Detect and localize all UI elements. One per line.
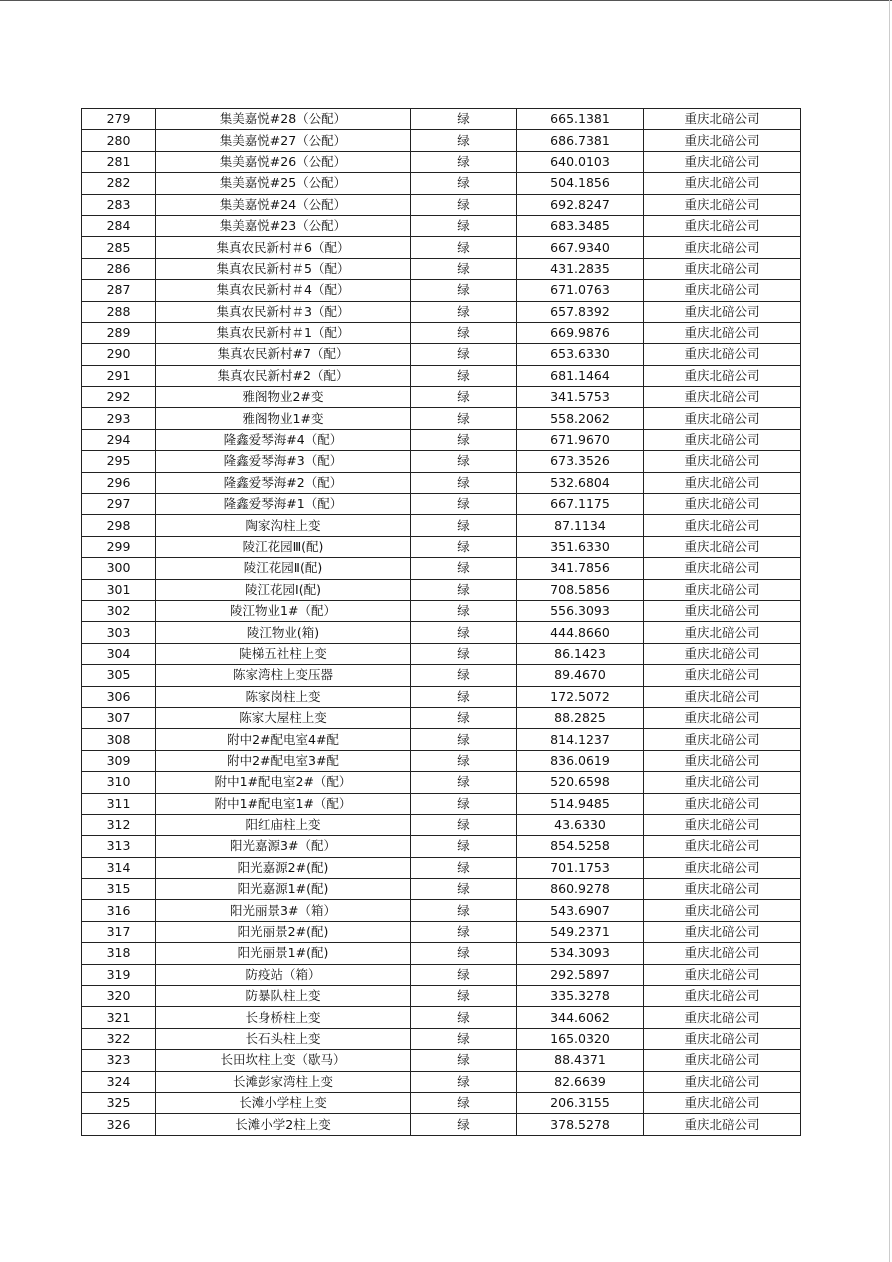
value-cell: 860.9278 [517,879,644,900]
station-name-cell: 集真农民新村＃6（配） [156,237,411,258]
value-cell: 43.6330 [517,814,644,835]
station-name-cell: 长石头柱上变 [156,1028,411,1049]
table-row [82,836,801,857]
value-cell: 686.7381 [517,130,644,151]
table-row [82,857,801,878]
color-label-cell: 绿 [411,579,517,600]
row-number-cell: 306 [82,686,156,707]
value-cell: 667.9340 [517,237,644,258]
station-name-cell: 阳光丽景1#(配) [156,943,411,964]
color-label-cell: 绿 [411,943,517,964]
table-row [82,1050,801,1071]
station-name-cell: 雅阁物业1#变 [156,408,411,429]
color-label-cell: 绿 [411,322,517,343]
station-name-cell: 集真农民新村＃5（配） [156,258,411,279]
station-name-cell: 集美嘉悦#27（公配） [156,130,411,151]
station-name-cell: 集美嘉悦#26（公配） [156,151,411,172]
company-cell: 重庆北碚公司 [644,879,801,900]
value-cell: 671.9670 [517,429,644,450]
company-cell: 重庆北碚公司 [644,814,801,835]
color-label-cell: 绿 [411,921,517,942]
table-row [82,215,801,236]
station-name-cell: 陈家湾柱上变压器 [156,665,411,686]
row-number-cell: 313 [82,836,156,857]
table-row [82,365,801,386]
table-row [82,772,801,793]
station-name-cell: 集真农民新村#7（配） [156,344,411,365]
table-row [82,643,801,664]
value-cell: 708.5856 [517,579,644,600]
table-row [82,301,801,322]
color-label-cell: 绿 [411,151,517,172]
row-number-cell: 324 [82,1071,156,1092]
company-cell: 重庆北碚公司 [644,729,801,750]
station-name-cell: 集真农民新村＃4（配） [156,280,411,301]
table-row [82,1114,801,1135]
table-row [82,515,801,536]
color-label-cell: 绿 [411,622,517,643]
company-cell: 重庆北碚公司 [644,151,801,172]
value-cell: 558.2062 [517,408,644,429]
value-cell: 543.6907 [517,900,644,921]
table-row [82,707,801,728]
value-cell: 172.5072 [517,686,644,707]
station-name-cell: 雅阁物业2#变 [156,387,411,408]
table-row [82,729,801,750]
row-number-cell: 305 [82,665,156,686]
color-label-cell: 绿 [411,472,517,493]
color-label-cell: 绿 [411,1092,517,1113]
value-cell: 341.5753 [517,387,644,408]
color-label-cell: 绿 [411,280,517,301]
company-cell: 重庆北碚公司 [644,215,801,236]
table-row [82,194,801,215]
company-cell: 重庆北碚公司 [644,622,801,643]
company-cell: 重庆北碚公司 [644,408,801,429]
color-label-cell: 绿 [411,387,517,408]
row-number-cell: 315 [82,879,156,900]
value-cell: 669.9876 [517,322,644,343]
station-name-cell: 隆鑫爱琴海#2（配） [156,472,411,493]
table-row [82,900,801,921]
table-row [82,429,801,450]
color-label-cell: 绿 [411,600,517,621]
table-row [82,1007,801,1028]
color-label-cell: 绿 [411,130,517,151]
table-row [82,494,801,515]
station-name-cell: 集真农民新村＃1（配） [156,322,411,343]
value-cell: 335.3278 [517,986,644,1007]
row-number-cell: 293 [82,408,156,429]
station-name-cell: 陵江花园Ⅱ(配) [156,558,411,579]
company-cell: 重庆北碚公司 [644,643,801,664]
company-cell: 重庆北碚公司 [644,515,801,536]
color-label-cell: 绿 [411,665,517,686]
value-cell: 673.3526 [517,451,644,472]
table-row [82,964,801,985]
table-row [82,943,801,964]
value-cell: 341.7856 [517,558,644,579]
table-row [82,579,801,600]
company-cell: 重庆北碚公司 [644,964,801,985]
color-label-cell: 绿 [411,879,517,900]
color-label-cell: 绿 [411,408,517,429]
row-number-cell: 288 [82,301,156,322]
row-number-cell: 322 [82,1028,156,1049]
table-row [82,472,801,493]
row-number-cell: 296 [82,472,156,493]
table-row [82,1092,801,1113]
value-cell: 683.3485 [517,215,644,236]
company-cell: 重庆北碚公司 [644,707,801,728]
transformer-table [81,108,801,1136]
value-cell: 88.2825 [517,707,644,728]
row-number-cell: 289 [82,322,156,343]
company-cell: 重庆北碚公司 [644,536,801,557]
color-label-cell: 绿 [411,814,517,835]
company-cell: 重庆北碚公司 [644,1114,801,1135]
table-row [82,686,801,707]
value-cell: 444.8660 [517,622,644,643]
value-cell: 665.1381 [517,109,644,130]
company-cell: 重庆北碚公司 [644,365,801,386]
table-row [82,536,801,557]
color-label-cell: 绿 [411,964,517,985]
company-cell: 重庆北碚公司 [644,1007,801,1028]
company-cell: 重庆北碚公司 [644,344,801,365]
station-name-cell: 长滩小学2柱上变 [156,1114,411,1135]
color-label-cell: 绿 [411,258,517,279]
station-name-cell: 集美嘉悦#28（公配） [156,109,411,130]
table-row [82,344,801,365]
station-name-cell: 附中2#配电室4#配 [156,729,411,750]
station-name-cell: 防暴队柱上变 [156,986,411,1007]
value-cell: 504.1856 [517,173,644,194]
table-row [82,387,801,408]
company-cell: 重庆北碚公司 [644,472,801,493]
row-number-cell: 320 [82,986,156,1007]
value-cell: 854.5258 [517,836,644,857]
company-cell: 重庆北碚公司 [644,665,801,686]
value-cell: 89.4670 [517,665,644,686]
company-cell: 重庆北碚公司 [644,772,801,793]
station-name-cell: 集真农民新村＃3（配） [156,301,411,322]
company-cell: 重庆北碚公司 [644,173,801,194]
row-number-cell: 316 [82,900,156,921]
table-row [82,173,801,194]
value-cell: 671.0763 [517,280,644,301]
table-row [82,622,801,643]
company-cell: 重庆北碚公司 [644,579,801,600]
value-cell: 86.1423 [517,643,644,664]
row-number-cell: 292 [82,387,156,408]
color-label-cell: 绿 [411,750,517,771]
station-name-cell: 长田坎柱上变（歇马） [156,1050,411,1071]
table-row [82,921,801,942]
value-cell: 378.5278 [517,1114,644,1135]
company-cell: 重庆北碚公司 [644,943,801,964]
table-row [82,793,801,814]
value-cell: 514.9485 [517,793,644,814]
company-cell: 重庆北碚公司 [644,1028,801,1049]
value-cell: 88.4371 [517,1050,644,1071]
station-name-cell: 陡梯五社柱上变 [156,643,411,664]
station-name-cell: 附中1#配电室1#（配） [156,793,411,814]
company-cell: 重庆北碚公司 [644,986,801,1007]
row-number-cell: 284 [82,215,156,236]
color-label-cell: 绿 [411,515,517,536]
row-number-cell: 303 [82,622,156,643]
company-cell: 重庆北碚公司 [644,600,801,621]
station-name-cell: 陵江花园Ⅰ(配) [156,579,411,600]
row-number-cell: 295 [82,451,156,472]
color-label-cell: 绿 [411,707,517,728]
row-number-cell: 310 [82,772,156,793]
value-cell: 82.6639 [517,1071,644,1092]
color-label-cell: 绿 [411,857,517,878]
company-cell: 重庆北碚公司 [644,1050,801,1071]
value-cell: 431.2835 [517,258,644,279]
color-label-cell: 绿 [411,301,517,322]
row-number-cell: 314 [82,857,156,878]
company-cell: 重庆北碚公司 [644,1071,801,1092]
row-number-cell: 280 [82,130,156,151]
row-number-cell: 317 [82,921,156,942]
row-number-cell: 286 [82,258,156,279]
row-number-cell: 291 [82,365,156,386]
table-row [82,151,801,172]
table-row [82,814,801,835]
company-cell: 重庆北碚公司 [644,258,801,279]
row-number-cell: 300 [82,558,156,579]
company-cell: 重庆北碚公司 [644,1092,801,1113]
value-cell: 653.6330 [517,344,644,365]
company-cell: 重庆北碚公司 [644,280,801,301]
color-label-cell: 绿 [411,729,517,750]
value-cell: 681.1464 [517,365,644,386]
station-name-cell: 陶家沟柱上变 [156,515,411,536]
value-cell: 532.6804 [517,472,644,493]
color-label-cell: 绿 [411,1114,517,1135]
table-row [82,750,801,771]
station-name-cell: 陈家岗柱上变 [156,686,411,707]
company-cell: 重庆北碚公司 [644,836,801,857]
row-number-cell: 281 [82,151,156,172]
table-row [82,879,801,900]
value-cell: 534.3093 [517,943,644,964]
table-row [82,600,801,621]
color-label-cell: 绿 [411,237,517,258]
row-number-cell: 318 [82,943,156,964]
station-name-cell: 长滩彭家湾柱上变 [156,1071,411,1092]
value-cell: 640.0103 [517,151,644,172]
color-label-cell: 绿 [411,1050,517,1071]
station-name-cell: 防疫站（箱） [156,964,411,985]
station-name-cell: 阳光丽景2#(配) [156,921,411,942]
value-cell: 556.3093 [517,600,644,621]
row-number-cell: 283 [82,194,156,215]
table-row [82,322,801,343]
station-name-cell: 集美嘉悦#24（公配） [156,194,411,215]
station-name-cell: 阳红庙柱上变 [156,814,411,835]
value-cell: 292.5897 [517,964,644,985]
color-label-cell: 绿 [411,451,517,472]
company-cell: 重庆北碚公司 [644,130,801,151]
row-number-cell: 308 [82,729,156,750]
company-cell: 重庆北碚公司 [644,237,801,258]
row-number-cell: 321 [82,1007,156,1028]
color-label-cell: 绿 [411,109,517,130]
company-cell: 重庆北碚公司 [644,109,801,130]
company-cell: 重庆北碚公司 [644,301,801,322]
color-label-cell: 绿 [411,558,517,579]
station-name-cell: 集美嘉悦#23（公配） [156,215,411,236]
station-name-cell: 集真农民新村#2（配） [156,365,411,386]
company-cell: 重庆北碚公司 [644,387,801,408]
company-cell: 重庆北碚公司 [644,793,801,814]
table-row [82,237,801,258]
company-cell: 重庆北碚公司 [644,451,801,472]
color-label-cell: 绿 [411,686,517,707]
table-row [82,280,801,301]
color-label-cell: 绿 [411,900,517,921]
company-cell: 重庆北碚公司 [644,900,801,921]
row-number-cell: 279 [82,109,156,130]
value-cell: 206.3155 [517,1092,644,1113]
row-number-cell: 319 [82,964,156,985]
table-row [82,558,801,579]
row-number-cell: 307 [82,707,156,728]
station-name-cell: 阳光嘉源1#(配) [156,879,411,900]
row-number-cell: 290 [82,344,156,365]
value-cell: 701.1753 [517,857,644,878]
station-name-cell: 长滩小学柱上变 [156,1092,411,1113]
row-number-cell: 287 [82,280,156,301]
table-row [82,986,801,1007]
value-cell: 165.0320 [517,1028,644,1049]
color-label-cell: 绿 [411,1028,517,1049]
row-number-cell: 282 [82,173,156,194]
station-name-cell: 隆鑫爱琴海#1（配） [156,494,411,515]
company-cell: 重庆北碚公司 [644,194,801,215]
value-cell: 520.6598 [517,772,644,793]
value-cell: 692.8247 [517,194,644,215]
color-label-cell: 绿 [411,1071,517,1092]
color-label-cell: 绿 [411,173,517,194]
company-cell: 重庆北碚公司 [644,921,801,942]
row-number-cell: 304 [82,643,156,664]
row-number-cell: 294 [82,429,156,450]
station-name-cell: 陵江花园Ⅲ(配) [156,536,411,557]
station-name-cell: 陵江物业1#（配） [156,600,411,621]
station-name-cell: 阳光嘉源3#（配） [156,836,411,857]
company-cell: 重庆北碚公司 [644,429,801,450]
row-number-cell: 285 [82,237,156,258]
page-top-border [0,0,892,1]
row-number-cell: 323 [82,1050,156,1071]
company-cell: 重庆北碚公司 [644,322,801,343]
color-label-cell: 绿 [411,986,517,1007]
company-cell: 重庆北碚公司 [644,558,801,579]
value-cell: 657.8392 [517,301,644,322]
color-label-cell: 绿 [411,793,517,814]
row-number-cell: 301 [82,579,156,600]
value-cell: 351.6330 [517,536,644,557]
station-name-cell: 附中2#配电室3#配 [156,750,411,771]
value-cell: 836.0619 [517,750,644,771]
color-label-cell: 绿 [411,536,517,557]
value-cell: 87.1134 [517,515,644,536]
station-name-cell: 附中1#配电室2#（配） [156,772,411,793]
row-number-cell: 299 [82,536,156,557]
station-name-cell: 陈家大屋柱上变 [156,707,411,728]
station-name-cell: 阳光丽景3#（箱） [156,900,411,921]
color-label-cell: 绿 [411,429,517,450]
color-label-cell: 绿 [411,344,517,365]
company-cell: 重庆北碚公司 [644,857,801,878]
company-cell: 重庆北碚公司 [644,494,801,515]
value-cell: 549.2371 [517,921,644,942]
company-cell: 重庆北碚公司 [644,750,801,771]
row-number-cell: 298 [82,515,156,536]
table-row [82,258,801,279]
station-name-cell: 陵江物业(箱) [156,622,411,643]
value-cell: 814.1237 [517,729,644,750]
row-number-cell: 312 [82,814,156,835]
row-number-cell: 297 [82,494,156,515]
table-row [82,109,801,130]
row-number-cell: 302 [82,600,156,621]
station-name-cell: 阳光嘉源2#(配) [156,857,411,878]
station-name-cell: 集美嘉悦#25（公配） [156,173,411,194]
color-label-cell: 绿 [411,365,517,386]
station-name-cell: 隆鑫爱琴海#4（配） [156,429,411,450]
row-number-cell: 325 [82,1092,156,1113]
table-row [82,1071,801,1092]
row-number-cell: 311 [82,793,156,814]
station-name-cell: 隆鑫爱琴海#3（配） [156,451,411,472]
row-number-cell: 326 [82,1114,156,1135]
color-label-cell: 绿 [411,194,517,215]
row-number-cell: 309 [82,750,156,771]
page-right-edge [889,0,890,1262]
color-label-cell: 绿 [411,215,517,236]
table-row [82,665,801,686]
value-cell: 344.6062 [517,1007,644,1028]
table-row [82,1028,801,1049]
table-body [82,109,801,1136]
color-label-cell: 绿 [411,643,517,664]
color-label-cell: 绿 [411,772,517,793]
table-row [82,451,801,472]
table-row [82,408,801,429]
color-label-cell: 绿 [411,836,517,857]
table-row [82,130,801,151]
station-name-cell: 长身桥柱上变 [156,1007,411,1028]
color-label-cell: 绿 [411,494,517,515]
company-cell: 重庆北碚公司 [644,686,801,707]
value-cell: 667.1175 [517,494,644,515]
color-label-cell: 绿 [411,1007,517,1028]
